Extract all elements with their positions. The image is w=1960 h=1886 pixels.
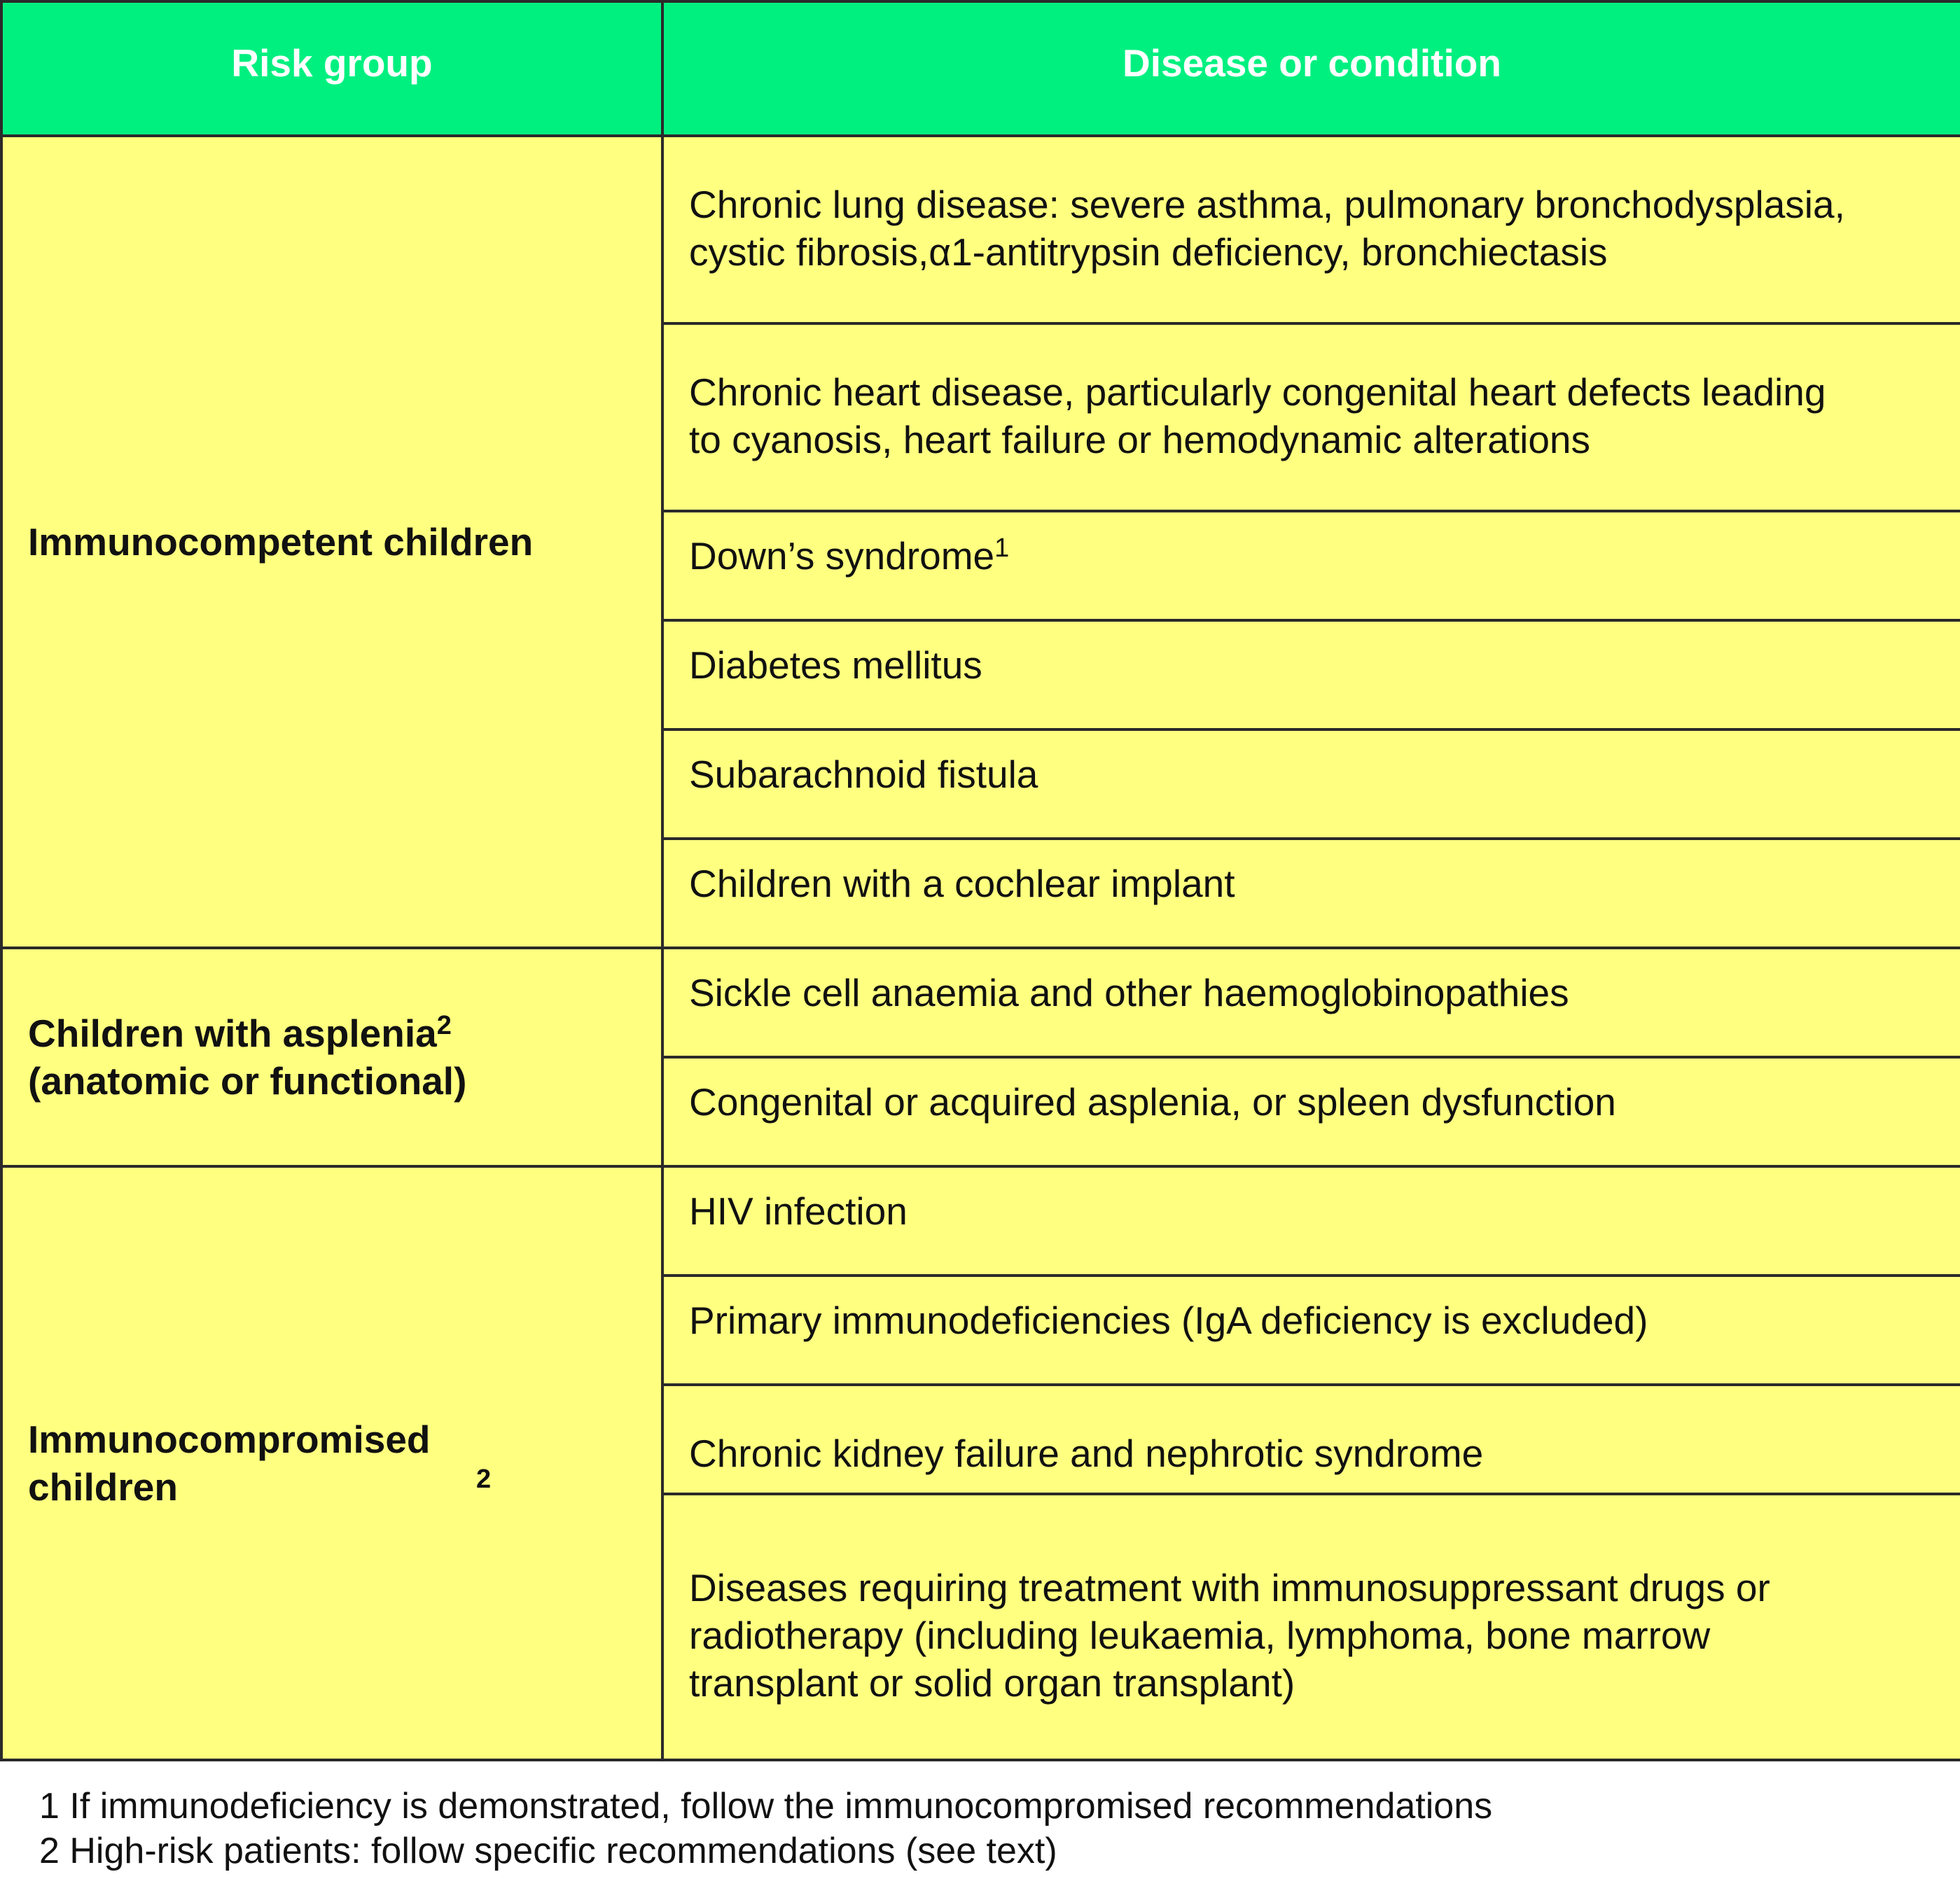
group-label: Children with asplenia xyxy=(28,1012,437,1055)
header-row xyxy=(1,1,1960,136)
footnotes xyxy=(39,1784,1492,1873)
condition-cell xyxy=(662,1494,1960,1760)
condition-text: Chronic lung disease: severe asthma, pulmonary bronchodysplasia, cystic fibrosis,α1-antitrypsin deficiency, bronchiectasis xyxy=(689,183,1845,274)
condition-cell xyxy=(662,136,1960,323)
condition-cell xyxy=(662,620,1960,729)
condition-text: Chronic heart disease, particularly congenital heart defects leading to cyanosis, heart failure or hemodynamic alterations xyxy=(689,370,1826,461)
group-label: Immunocompetent children xyxy=(28,520,534,564)
condition-cell xyxy=(662,1276,1960,1385)
condition-cell xyxy=(662,1057,1960,1166)
group-label: Immunocompromised children xyxy=(28,1418,431,1509)
table-row xyxy=(1,948,1960,1057)
condition-text: Children with a cochlear implant xyxy=(689,862,1235,905)
group-immunocompromised xyxy=(1,1166,662,1760)
condition-text: HIV infection xyxy=(689,1189,908,1233)
condition-text: Primary immunodeficiencies (IgA deficiency is excluded) xyxy=(689,1299,1648,1342)
table-row xyxy=(1,136,1960,323)
condition-text: Sickle cell anaemia and other haemoglobinopathies xyxy=(689,971,1569,1014)
condition-text: Chronic kidney failure and nephrotic syndrome xyxy=(689,1432,1484,1475)
condition-cell xyxy=(662,511,1960,620)
group-immunocompetent xyxy=(1,136,662,948)
footnote-marker: 2 xyxy=(476,1465,492,1494)
footnote-marker: 2 xyxy=(436,1011,452,1040)
condition-cell xyxy=(662,948,1960,1057)
condition-cell xyxy=(662,839,1960,948)
condition-text: Down’s syndrome xyxy=(689,534,995,578)
header-disease-condition: Disease or condition xyxy=(662,1,1960,136)
group-sublabel: (anatomic or functional) xyxy=(28,1059,467,1103)
condition-text: Subarachnoid fistula xyxy=(689,753,1038,796)
footnote-marker: 1 xyxy=(994,533,1010,563)
condition-cell xyxy=(662,1385,1960,1494)
group-asplenia xyxy=(1,948,662,1166)
condition-text: Congenital or acquired asplenia, or spleen dysfunction xyxy=(689,1080,1616,1124)
condition-cell xyxy=(662,1166,1960,1276)
header-risk-group: Risk group xyxy=(1,1,662,136)
condition-text: Diabetes mellitus xyxy=(689,643,982,687)
condition-text: Diseases requiring treatment with immunosuppressant drugs or radiotherapy (including leukaemia, lymphoma, bone marrow transplant or solid organ transplant) xyxy=(689,1566,1770,1705)
condition-cell xyxy=(662,323,1960,511)
footnote-2: 2 High-risk patients: follow specific recommendations (see text) xyxy=(39,1831,1057,1871)
condition-cell xyxy=(662,729,1960,839)
footnote-1: 1 If immunodeficiency is demonstrated, follow the immunocompromised recommendations xyxy=(39,1786,1493,1826)
table-row xyxy=(1,1166,1960,1276)
